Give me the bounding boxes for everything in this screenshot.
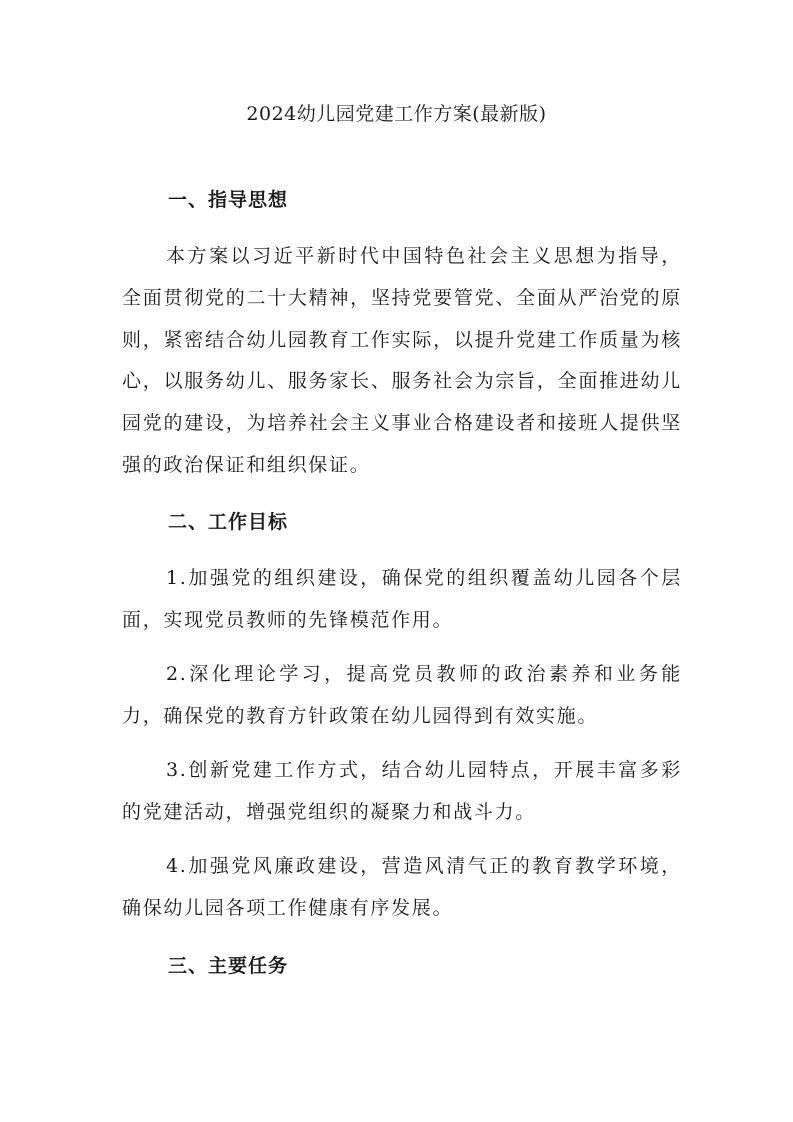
paragraph-goal-1: 1.加强党的组织建设，确保党的组织覆盖幼儿园各个层面，实现党员教师的先锋模范作用。 — [122, 567, 682, 631]
section-heading-main-tasks: 三、主要任务 — [168, 955, 289, 977]
section-heading-guiding-ideology: 一、指导思想 — [168, 189, 289, 211]
paragraph-goal-3: 3.创新党建工作方式，结合幼儿园特点，开展丰富多彩的党建活动，增强党组织的凝聚力和战斗力。 — [122, 759, 682, 823]
paragraph-guiding-ideology: 本方案以习近平新时代中国特色社会主义思想为指导，全面贯彻党的二十大精神，坚持党要管党、全面从严治党的原则，紧密结合幼儿园教育工作实际，以提升党建工作质量为核心，以服务幼儿、服务家长、服务社会为宗旨，全面推进幼儿园党的建设，为培养社会主义事业合格建设者和接班人提供坚强的政治保证和组织保证。 — [122, 245, 682, 476]
paragraph-goal-4: 4.加强党风廉政建设，营造风清气正的教育教学环境，确保幼儿园各项工作健康有序发展。 — [122, 855, 682, 919]
section-heading-work-goals: 二、工作目标 — [168, 511, 289, 533]
document-title: 2024幼儿园党建工作方案(最新版) — [246, 103, 547, 125]
paragraph-goal-2: 2.深化理论学习，提高党员教师的政治素养和业务能力，确保党的教育方针政策在幼儿园得到有效实施。 — [122, 663, 682, 727]
